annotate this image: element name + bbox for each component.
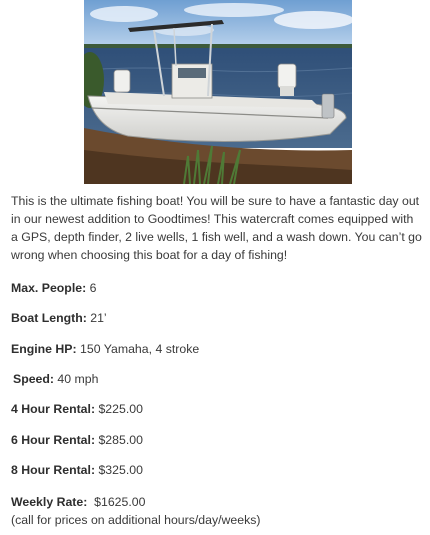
spec-speed	[13, 371, 98, 387]
spec-label: Engine HP:	[11, 342, 77, 356]
pricing-note: (call for prices on additional hours/day/weeks)	[11, 513, 261, 527]
boat-description: This is the ultimate fishing boat! You will be sure to have a fantastic day out in our newest addition to Goodtimes! This watercraft comes equipped with a GPS, depth finder, 2 live wells, 1 fish well, and a wash down. You can’t go wrong when choosing this boat for a day of fishing!	[11, 194, 422, 262]
boat-photo	[84, 0, 352, 184]
spec-value: 40 mph	[57, 372, 99, 386]
spec-label: Max. People:	[11, 281, 87, 295]
spec-value: 150 Yamaha, 4 stroke	[80, 342, 200, 356]
spec-value: $325.00	[98, 463, 143, 477]
spec-8-hour-rental	[11, 462, 143, 478]
spec-weekly-rate	[11, 494, 145, 510]
spec-engine-hp	[11, 341, 199, 357]
spec-label: Boat Length:	[11, 311, 87, 325]
spec-label: 6 Hour Rental:	[11, 433, 96, 447]
spec-label: 8 Hour Rental:	[11, 463, 96, 477]
spec-value: $1625.00	[90, 495, 146, 509]
spec-value: $285.00	[98, 433, 143, 447]
spec-4-hour-rental	[11, 401, 143, 417]
spec-boat-length	[11, 310, 107, 326]
spec-label: 4 Hour Rental:	[11, 402, 96, 416]
spec-label: Weekly Rate:	[11, 495, 88, 509]
spec-6-hour-rental	[11, 432, 143, 448]
spec-value: 21’	[90, 311, 107, 325]
spec-max-people	[11, 280, 96, 296]
spec-label: Speed:	[13, 372, 54, 386]
spec-value: $225.00	[98, 402, 143, 416]
spec-value: 6	[89, 281, 97, 295]
